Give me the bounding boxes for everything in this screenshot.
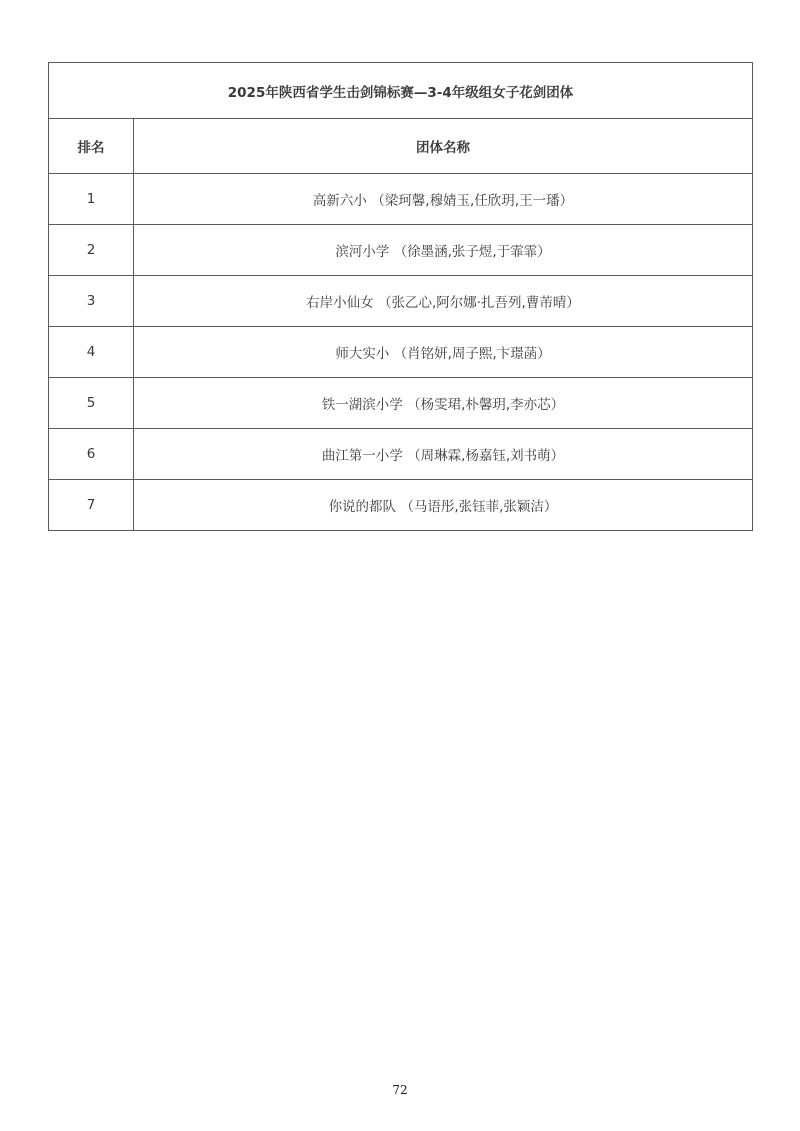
table-row (49, 378, 753, 429)
rank-cell: 4 (49, 327, 134, 378)
table-row (49, 429, 753, 480)
team-cell: 右岸小仙女 （张乙心,阿尔娜·扎吾列,曹芾晴） (134, 276, 753, 327)
team-cell: 铁一湖滨小学 （杨雯珺,朴馨玥,李亦芯） (134, 378, 753, 429)
table-row (49, 174, 753, 225)
rank-cell: 5 (49, 378, 134, 429)
table-row (49, 327, 753, 378)
page-number: 72 (392, 1083, 408, 1097)
table-title: 2025年陕西省学生击剑锦标赛—3-4年级组女子花剑团体 (49, 63, 753, 119)
rank-column-header: 排名 (49, 119, 134, 174)
table-row (49, 276, 753, 327)
rank-cell: 3 (49, 276, 134, 327)
table-title-row (49, 63, 753, 119)
team-cell: 滨河小学 （徐墨涵,张子煜,于霏霏） (134, 225, 753, 276)
team-cell: 师大实小 （肖铭妍,周子熙,卞璟菡） (134, 327, 753, 378)
table-row (49, 225, 753, 276)
rank-cell: 1 (49, 174, 134, 225)
table-header-row (49, 119, 753, 174)
rank-cell: 2 (49, 225, 134, 276)
team-cell: 你说的都队 （马语彤,张钰菲,张颖洁） (134, 480, 753, 531)
team-column-header: 团体名称 (134, 119, 753, 174)
results-table (48, 62, 753, 531)
rank-cell: 7 (49, 480, 134, 531)
table-row (49, 480, 753, 531)
team-cell: 曲江第一小学 （周琳霖,杨嘉钰,刘书萌） (134, 429, 753, 480)
team-cell: 高新六小 （梁珂馨,穆婧玉,任欣玥,王一璠） (134, 174, 753, 225)
rank-cell: 6 (49, 429, 134, 480)
